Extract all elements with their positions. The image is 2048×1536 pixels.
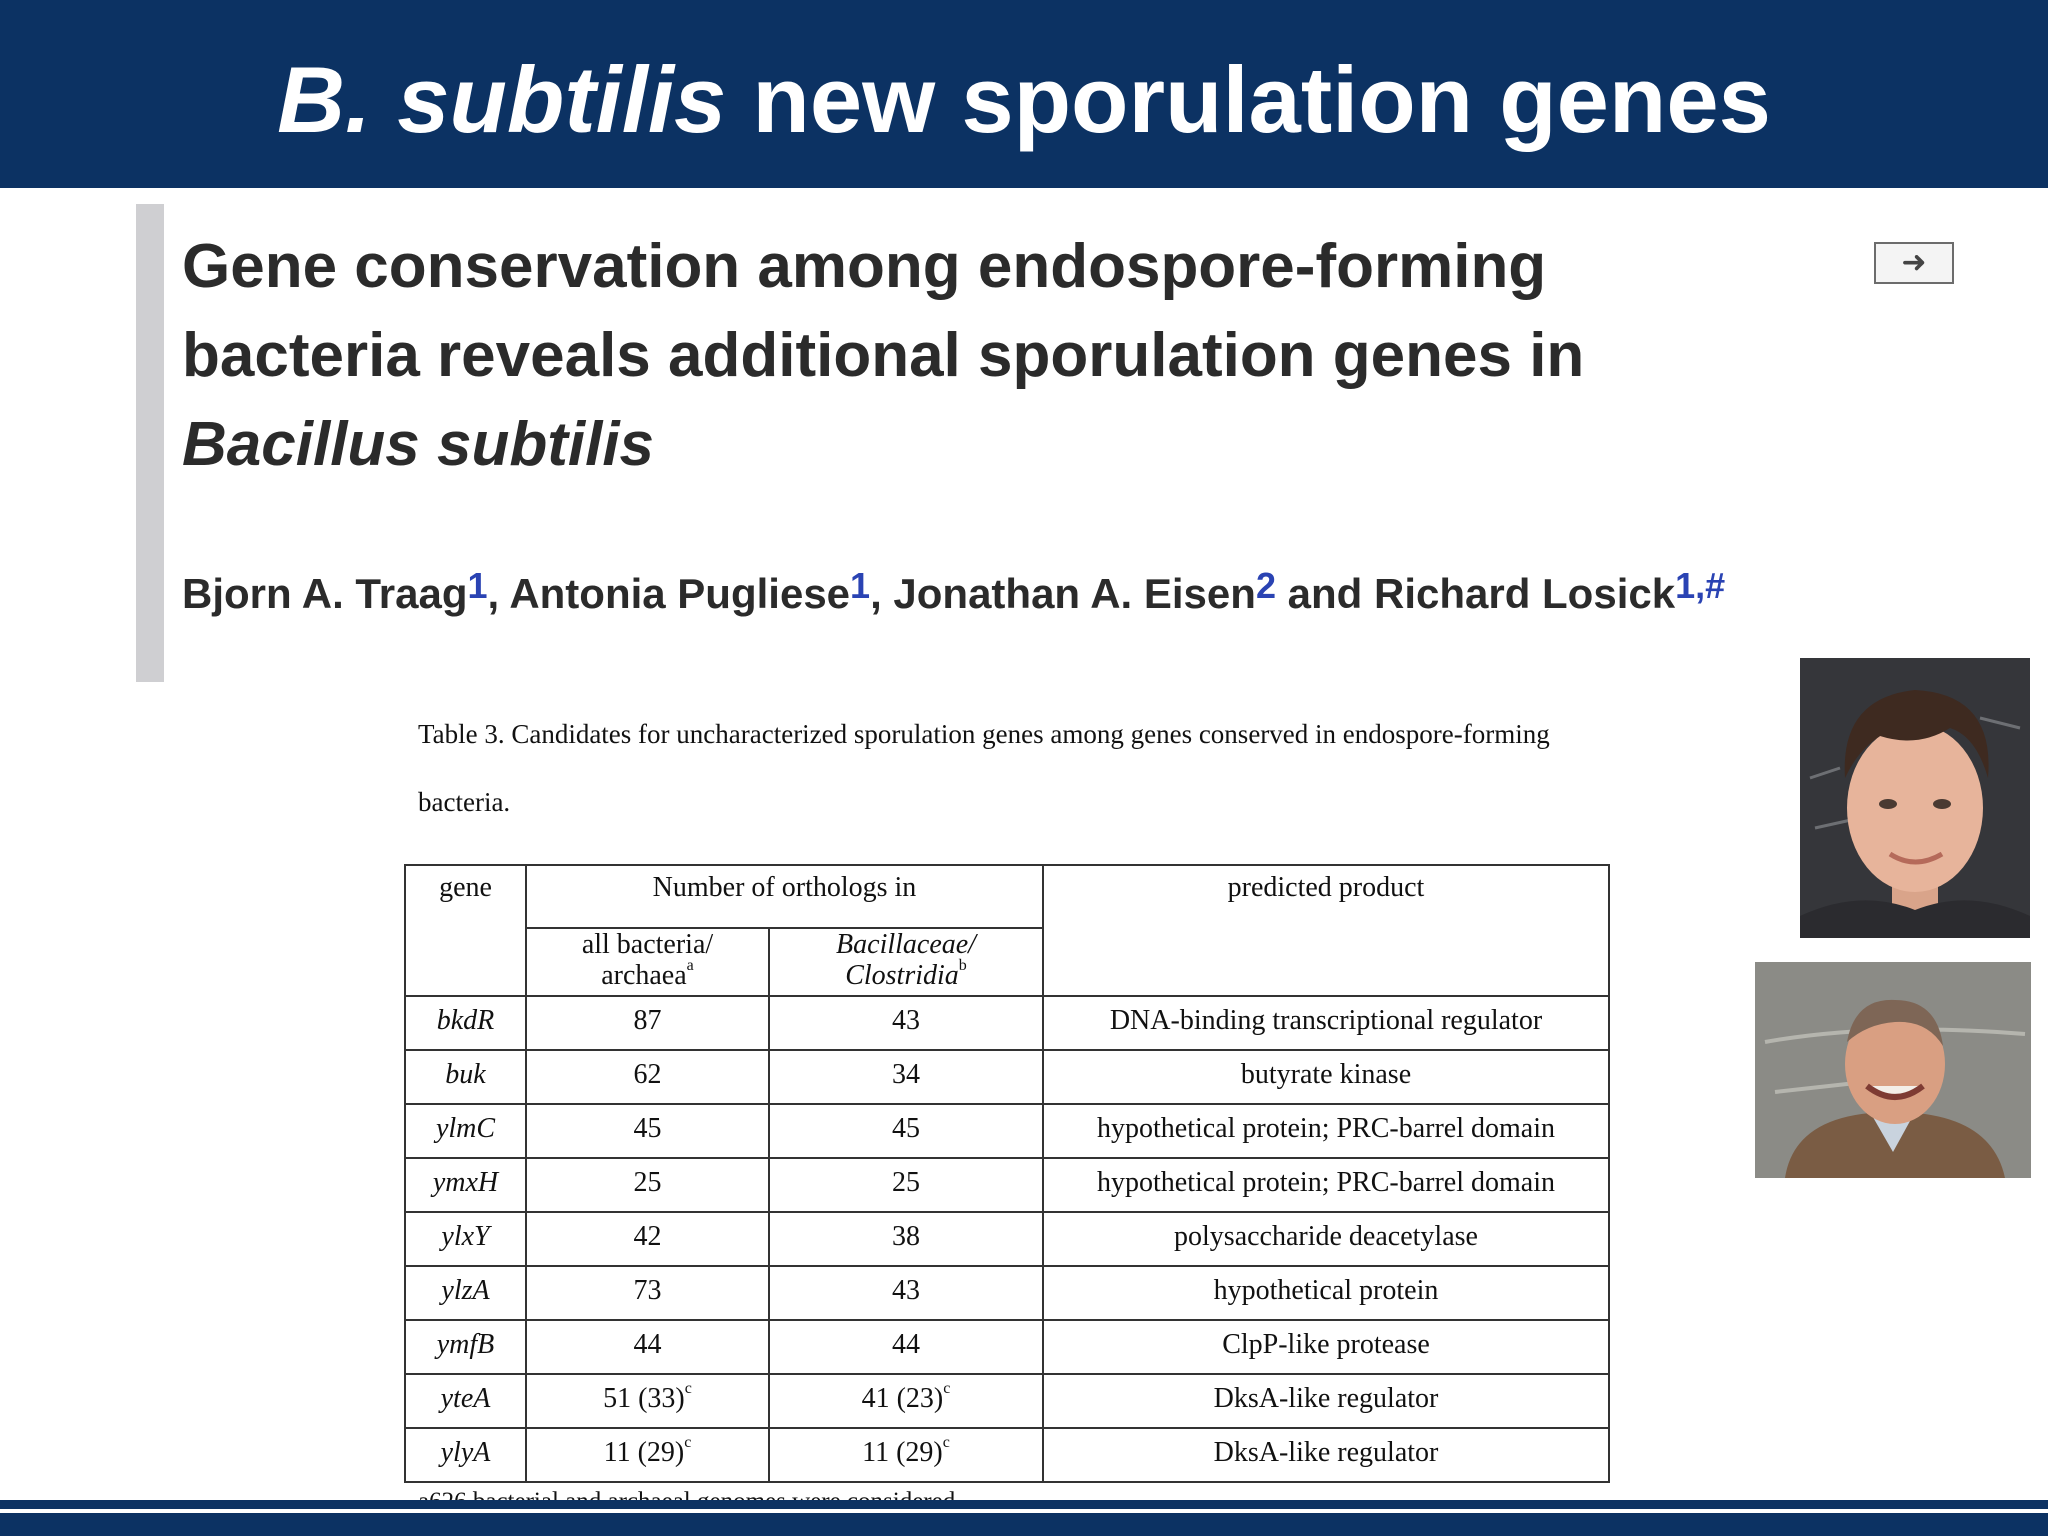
cell-bacillaceae: 38 xyxy=(769,1212,1043,1266)
table-row xyxy=(405,1104,1609,1158)
cell-gene: yteA xyxy=(405,1374,526,1428)
cell-bacillaceae: 44 xyxy=(769,1320,1043,1374)
header-all-bacteria xyxy=(526,928,769,996)
cell-value: 41 (23) xyxy=(861,1383,944,1414)
cell-product: hypothetical protein; PRC-barrel domain xyxy=(1043,1158,1609,1212)
header-bac-line-2: Clostridia xyxy=(845,960,959,991)
author-photo-2 xyxy=(1755,962,2031,1178)
header-product: predicted product xyxy=(1043,865,1609,996)
cell-bacillaceae xyxy=(769,1428,1043,1482)
footnote-mark: a xyxy=(686,957,694,974)
header-bacillaceae xyxy=(769,928,1043,996)
table-row xyxy=(405,1050,1609,1104)
quote-bar xyxy=(136,204,164,682)
table-row xyxy=(405,1374,1609,1428)
author-photo-1 xyxy=(1800,658,2030,938)
cell-bacillaceae xyxy=(769,1374,1043,1428)
footer-band xyxy=(0,1500,2048,1536)
orthologs-table xyxy=(404,864,1610,1483)
table-row xyxy=(405,1212,1609,1266)
cell-product: DNA-binding transcriptional regulator xyxy=(1043,996,1609,1050)
header-all-line-1: all bacteria/ xyxy=(581,929,714,960)
cell-all-bacteria: 44 xyxy=(526,1320,769,1374)
cell-all-bacteria: 25 xyxy=(526,1158,769,1212)
paper-title-line-1: Gene conservation among endospore-forming xyxy=(182,232,1547,301)
cell-gene: ylzA xyxy=(405,1266,526,1320)
cell-gene: ylmC xyxy=(405,1104,526,1158)
cell-product: hypothetical protein xyxy=(1043,1266,1609,1320)
next-arrow-button[interactable] xyxy=(1874,242,1954,284)
cell-all-bacteria: 73 xyxy=(526,1266,769,1320)
author-affiliation[interactable]: 2 xyxy=(1255,565,1276,606)
cell-gene: bkdR xyxy=(405,996,526,1050)
author-affiliation[interactable]: 1 xyxy=(850,565,871,606)
table-row xyxy=(405,1158,1609,1212)
header-orthologs: Number of orthologs in xyxy=(526,865,1043,928)
paper-title-line-2: bacteria reveals additional sporulation genes in xyxy=(182,321,1585,390)
cell-all-bacteria: 45 xyxy=(526,1104,769,1158)
footnote-mark: c xyxy=(943,1380,951,1397)
cell-bacillaceae: 45 xyxy=(769,1104,1043,1158)
cell-gene: buk xyxy=(405,1050,526,1104)
author-affiliation[interactable]: 1 xyxy=(467,565,488,606)
cell-all-bacteria xyxy=(526,1374,769,1428)
footer-divider xyxy=(0,1509,2048,1513)
cell-product: butyrate kinase xyxy=(1043,1050,1609,1104)
footnote-mark: c xyxy=(684,1434,692,1451)
table-caption: Table 3. Candidates for uncharacterized sporulation genes among genes conserved in endospore-forming bacteria. xyxy=(418,719,1550,817)
cell-value: 51 (33) xyxy=(603,1383,685,1414)
author-separator: , xyxy=(487,570,510,617)
table-row xyxy=(405,1320,1609,1374)
author-name: Richard Losick xyxy=(1373,570,1676,617)
cell-bacillaceae: 43 xyxy=(769,996,1043,1050)
table-row xyxy=(405,1428,1609,1482)
cell-all-bacteria: 87 xyxy=(526,996,769,1050)
footnote-mark: c xyxy=(942,1434,950,1451)
cell-bacillaceae: 34 xyxy=(769,1050,1043,1104)
cell-product: ClpP-like protease xyxy=(1043,1320,1609,1374)
cell-value: 11 (29) xyxy=(862,1437,943,1468)
cell-gene: ylxY xyxy=(405,1212,526,1266)
cell-gene: ymxH xyxy=(405,1158,526,1212)
cell-product: DksA-like regulator xyxy=(1043,1374,1609,1428)
paper-title-line-3: Bacillus subtilis xyxy=(182,410,655,479)
header-bac-line-1: Bacillaceae/ xyxy=(836,929,976,960)
cell-all-bacteria: 62 xyxy=(526,1050,769,1104)
author-affiliation[interactable]: 1,# xyxy=(1675,565,1726,606)
cell-product: polysaccharide deacetylase xyxy=(1043,1212,1609,1266)
table-footnote xyxy=(418,1476,1098,1498)
cell-gene: ylyA xyxy=(405,1428,526,1482)
cell-all-bacteria: 42 xyxy=(526,1212,769,1266)
table-row xyxy=(405,1266,1609,1320)
author-name: Antonia Pugliese xyxy=(509,570,851,617)
header-gene: gene xyxy=(405,865,526,996)
footnote-mark: b xyxy=(958,957,967,974)
slide-title xyxy=(0,0,2048,188)
author-name: Jonathan A. Eisen xyxy=(893,570,1256,617)
author-separator: , xyxy=(870,570,894,617)
cell-gene: ymfB xyxy=(405,1320,526,1374)
cell-bacillaceae: 25 xyxy=(769,1158,1043,1212)
author-name: Bjorn A. Traag xyxy=(182,570,468,617)
header-all-line-2: archaea xyxy=(601,960,687,991)
author-separator: and xyxy=(1275,570,1374,617)
cell-all-bacteria xyxy=(526,1428,769,1482)
slide-title-organism: B. subtilis xyxy=(277,47,727,152)
paper-title xyxy=(182,222,1782,489)
author-list xyxy=(182,565,1726,618)
table-row xyxy=(405,996,1609,1050)
arrow-right-icon: ➜ xyxy=(1901,245,1927,280)
slide-title-rest: new sporulation genes xyxy=(726,47,1771,152)
cell-product: hypothetical protein; PRC-barrel domain xyxy=(1043,1104,1609,1158)
cell-bacillaceae: 43 xyxy=(769,1266,1043,1320)
cell-product: DksA-like regulator xyxy=(1043,1428,1609,1482)
footnote-mark: c xyxy=(684,1380,692,1397)
cell-value: 11 (29) xyxy=(603,1437,685,1468)
